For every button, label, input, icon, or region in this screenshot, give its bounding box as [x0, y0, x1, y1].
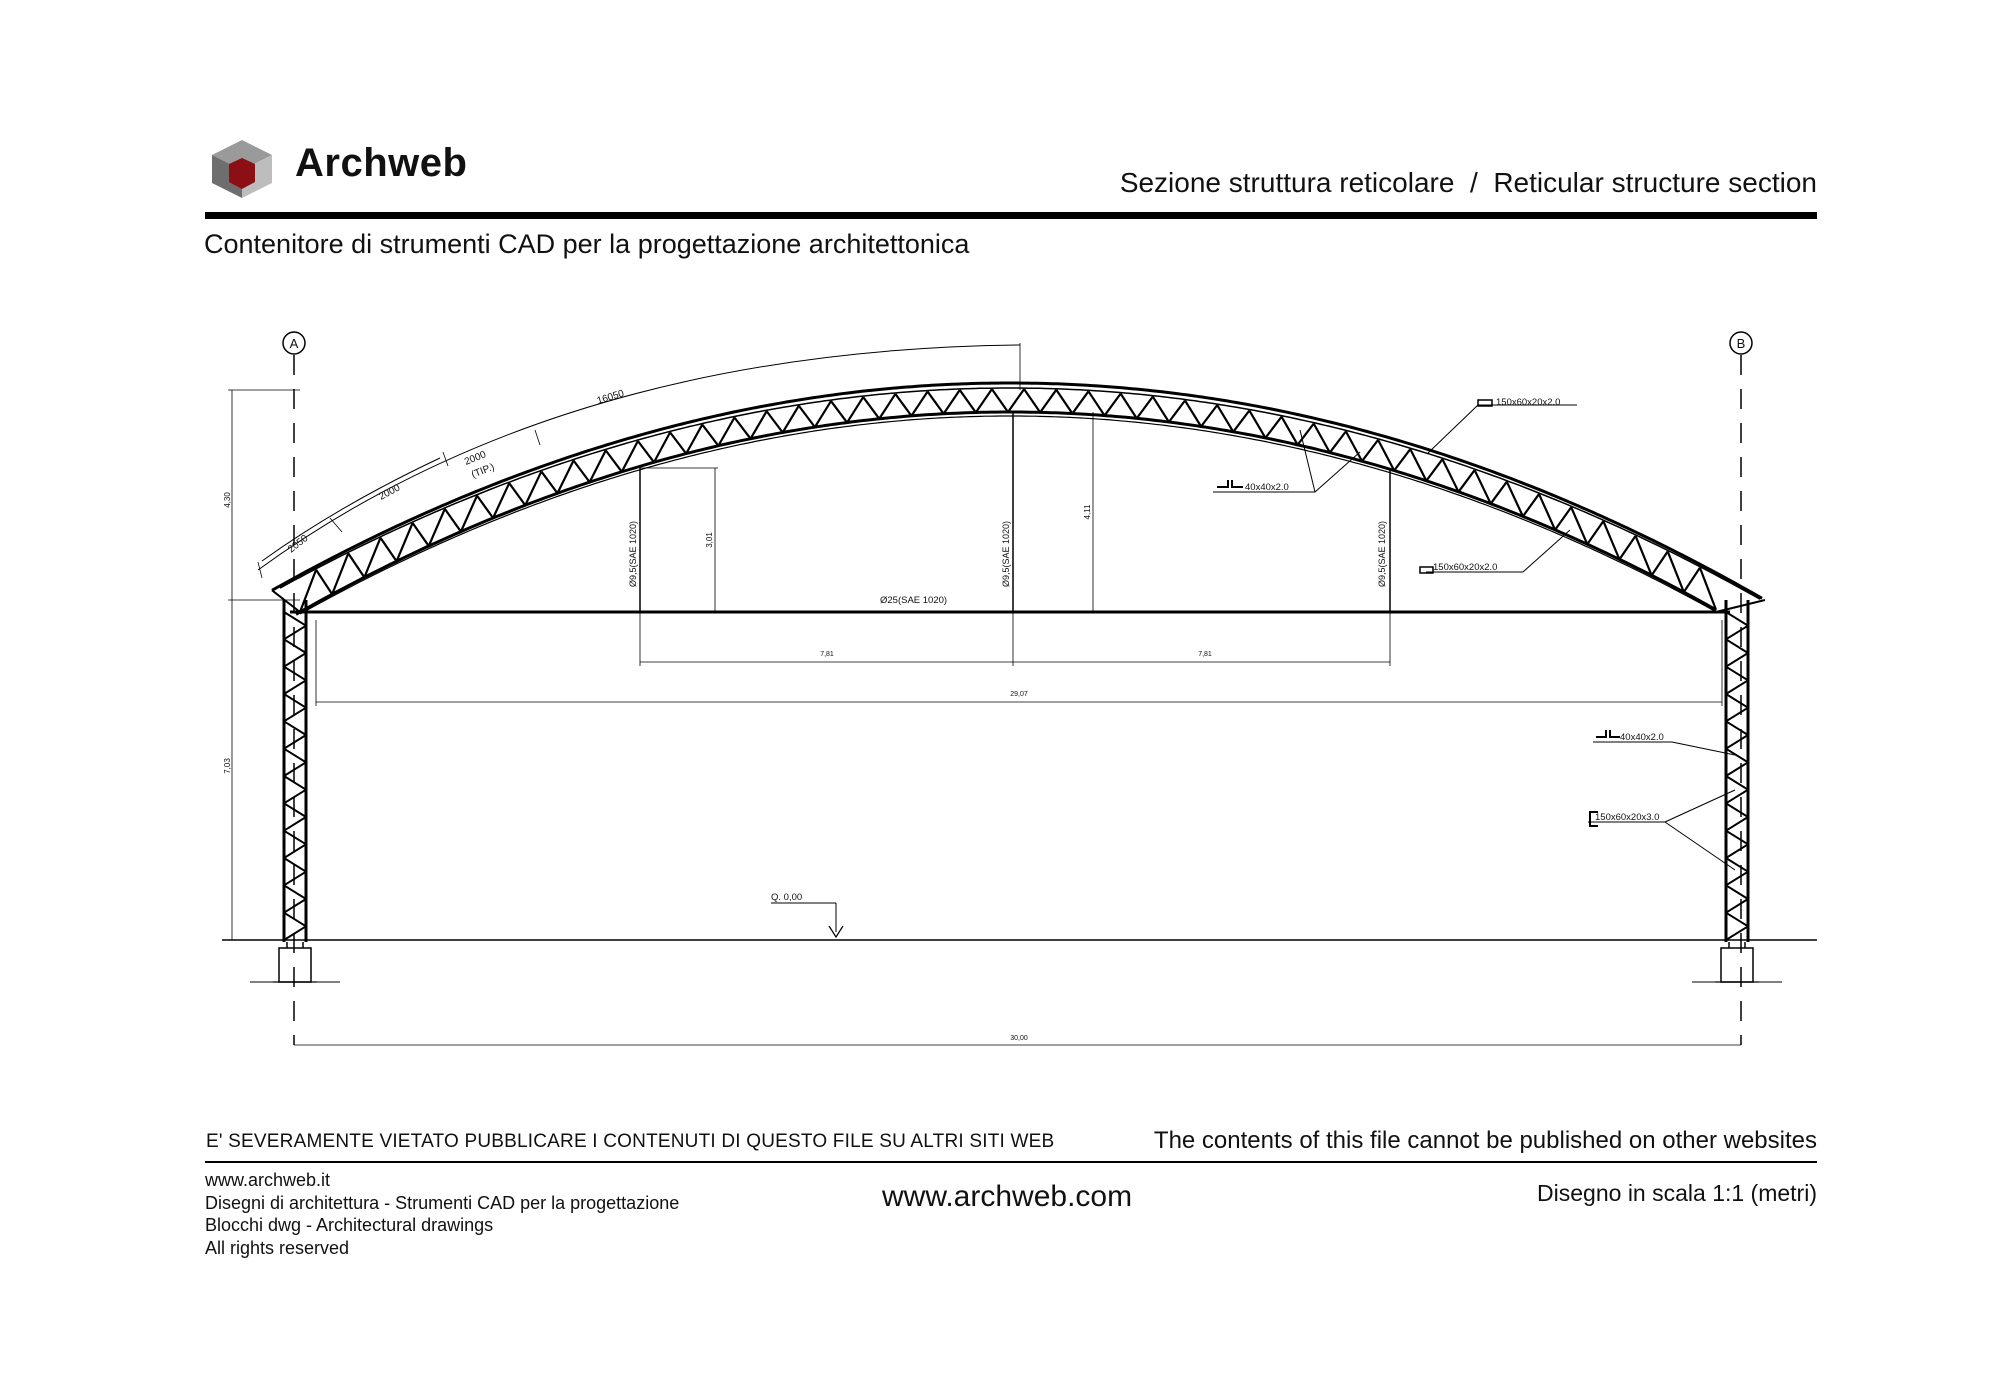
leader-top-chord — [1428, 405, 1478, 453]
arch-web-diagonal — [380, 538, 396, 562]
arch-web-diagonal — [702, 425, 718, 446]
profile-column-label: 150x60x20x3.0 — [1595, 812, 1660, 823]
column-left-diagonal — [284, 913, 306, 927]
arch-web-diagonal — [1169, 400, 1185, 422]
arch-web-diagonal — [1426, 459, 1442, 481]
column-right-diagonal — [1726, 872, 1748, 886]
column-right-diagonal — [1726, 844, 1748, 858]
column-left-diagonal — [284, 639, 306, 653]
column-right-diagonal — [1726, 858, 1748, 872]
column-left-diagonal — [284, 762, 306, 776]
arch-web-diagonal — [847, 397, 863, 422]
hanger-height-label: 3,01 — [705, 532, 714, 548]
rise-height-label: 4,30 — [223, 492, 232, 508]
leader-angle-arch — [1300, 430, 1315, 492]
column-right-diagonal — [1726, 831, 1748, 845]
arch-web-diagonal — [1555, 507, 1571, 530]
credits-line-2: Disegni di architettura - Strumenti CAD per la progettazione — [205, 1192, 680, 1213]
footer-divider — [205, 1161, 1817, 1163]
seg-tick — [535, 430, 540, 445]
arch-web-diagonal — [1362, 440, 1378, 461]
column-left-diagonal — [284, 926, 306, 940]
arch-web-diagonal — [1233, 411, 1249, 432]
tie-rod-label: Ø25(SAE 1020) — [880, 595, 948, 606]
arch-web-diagonal — [1088, 391, 1104, 415]
arch-web-diagonal — [477, 496, 493, 518]
footing-right — [1721, 948, 1753, 982]
arch-web-diagonal — [1330, 431, 1346, 452]
column-left-diagonal — [284, 872, 306, 886]
column-right-diagonal — [1726, 817, 1748, 831]
center-height-label: 4,11 — [1083, 504, 1092, 520]
column-right-diagonal — [1726, 721, 1748, 735]
profile-angle-column-label: 40x40x2.0 — [1620, 732, 1664, 743]
arch-web-diagonal — [413, 523, 429, 546]
column-left-diagonal — [284, 680, 306, 694]
arch-web-diagonal — [895, 394, 911, 416]
arch-web-diagonal — [1265, 417, 1281, 438]
column-left-diagonal — [284, 612, 306, 626]
column-right-diagonal — [1726, 694, 1748, 708]
column-left-diagonal — [284, 694, 306, 708]
arch-web-diagonal — [1217, 405, 1233, 432]
credits-line-3: Blocchi dwg - Architectural drawings — [205, 1215, 494, 1235]
column-left-diagonal — [284, 776, 306, 790]
scale-note: Disegno in scala 1:1 (metri) — [1537, 1180, 1817, 1206]
column-right-diagonal — [1726, 735, 1748, 749]
arch-web-diagonal — [1523, 494, 1539, 516]
arch-web-diagonal — [445, 509, 461, 532]
column-right-diagonal — [1726, 612, 1748, 626]
arch-web-diagonal — [944, 390, 960, 414]
arch-web-diagonal — [509, 483, 525, 505]
arch-web-diagonal — [992, 389, 1008, 412]
hanger-left-label: Ø9,5(SAE 1020) — [628, 520, 638, 588]
arc-length-label: 16050 — [595, 388, 626, 407]
arch-web-diagonal — [960, 390, 976, 413]
column-left-diagonal — [284, 721, 306, 735]
column-left-diagonal — [284, 790, 306, 804]
profile-bottom-chord-label: 150x60x20x2.0 — [1433, 562, 1498, 573]
arch-web-diagonal — [1587, 521, 1603, 544]
arch-web-diagonal — [831, 401, 847, 423]
column-left-diagonal — [284, 817, 306, 831]
column-left-diagonal — [284, 885, 306, 899]
arch-web-diagonal — [574, 461, 590, 483]
column-right-diagonal — [1726, 913, 1748, 927]
column-left-diagonal — [284, 735, 306, 749]
arch-web-diagonal — [815, 401, 831, 427]
subtitle: Contenitore di strumenti CAD per la progettazione architettonica — [204, 229, 970, 259]
arch-web-diagonal — [1105, 394, 1121, 416]
column-right-diagonal — [1726, 626, 1748, 640]
segment-3-note: (TIP.) — [470, 461, 497, 481]
column-right-diagonal — [1726, 899, 1748, 913]
column-right-diagonal — [1726, 667, 1748, 681]
column-left-diagonal — [284, 899, 306, 913]
arch-web-diagonal — [1491, 482, 1507, 504]
arch-web-diagonal — [1652, 551, 1668, 575]
profile-top-chord-label: 150x60x20x2.0 — [1496, 397, 1561, 408]
arch-web-diagonal — [1056, 390, 1072, 414]
column-left-diagonal — [284, 749, 306, 763]
drawing-title: Sezione struttura reticolare / Reticular structure section — [1119, 167, 1817, 198]
column-right-diagonal — [1726, 790, 1748, 804]
arch-web-diagonal — [541, 471, 557, 493]
segment-1-label: 2050 — [286, 532, 311, 556]
arch-web-diagonal — [863, 397, 879, 419]
column-right-diagonal — [1726, 708, 1748, 722]
column-left-diagonal — [284, 667, 306, 681]
arch-web-diagonal — [606, 450, 622, 471]
eave-left — [272, 590, 300, 612]
column-left-diagonal — [284, 653, 306, 667]
arch-web-diagonal — [670, 432, 686, 453]
column-height-label: 7,03 — [223, 758, 232, 774]
column-left-diagonal — [284, 708, 306, 722]
arch-web-diagonal — [1619, 536, 1635, 559]
credits-line-4: All rights reserved — [205, 1237, 350, 1258]
column-right-diagonal — [1726, 680, 1748, 694]
leader-bottom-chord — [1523, 530, 1570, 572]
column-right-diagonal — [1726, 653, 1748, 667]
hanger-right-label: Ø9,5(SAE 1020) — [1377, 520, 1387, 588]
column-right-diagonal — [1726, 776, 1748, 790]
total-span-label: 30,00 — [1010, 1035, 1028, 1042]
footer-credits — [205, 1169, 679, 1259]
arch-web-diagonal — [1024, 389, 1040, 412]
axis-b-label: B — [1736, 336, 1746, 351]
seg-tick — [330, 518, 342, 532]
warning-english: The contents of this file cannot be published on other websites — [1153, 1127, 1817, 1154]
arch-web-diagonal — [1121, 394, 1137, 419]
arch-web-diagonal — [911, 392, 927, 416]
segment-2-label: 2000 — [377, 482, 403, 503]
column-left-diagonal — [284, 831, 306, 845]
arch-web-diagonal — [1185, 400, 1201, 426]
column-right-diagonal — [1726, 639, 1748, 653]
span-half-left-label: 7,81 — [820, 651, 834, 658]
arch-web-diagonal — [928, 392, 944, 414]
footing-left — [279, 948, 311, 982]
column-right-diagonal — [1726, 762, 1748, 776]
arch-web-diagonal — [1684, 568, 1700, 592]
warning-italian: E' SEVERAMENTE VIETATO PUBBLICARE I CONTENUTI DI QUESTO FILE SU ALTRI SITI WEB — [206, 1131, 1055, 1152]
arch-web-diagonal — [783, 406, 799, 433]
arch-web-diagonal — [879, 394, 895, 419]
arch-web-diagonal — [348, 553, 364, 577]
arch-web-diagonal — [1201, 405, 1217, 426]
column-right-diagonal — [1726, 749, 1748, 763]
arch-web-diagonal — [767, 411, 783, 432]
inner-span-label: 29,07 — [1010, 691, 1028, 698]
arch-web-diagonal — [976, 389, 992, 412]
arch-web-diagonal — [316, 570, 332, 595]
arch-web-diagonal — [1298, 424, 1314, 445]
arch-web-diagonal — [1040, 390, 1056, 413]
angle-profile-icon — [1217, 480, 1243, 487]
span-half-right-label: 7,81 — [1198, 651, 1212, 658]
arch-web-diagonal — [1008, 389, 1024, 412]
site-com-link[interactable]: www.archweb.com — [882, 1180, 1133, 1213]
brand-name: Archweb — [295, 141, 468, 185]
site-it-link[interactable]: www.archweb.it — [205, 1170, 331, 1190]
column-left-diagonal — [284, 858, 306, 872]
column-left-diagonal — [284, 803, 306, 817]
profile-angle-arch-label: 40x40x2.0 — [1245, 482, 1289, 493]
arch-web-diagonal — [734, 418, 750, 439]
column-right-diagonal — [1726, 803, 1748, 817]
arch-web-diagonal — [1072, 391, 1088, 413]
column-right-diagonal — [1726, 885, 1748, 899]
arch-web-diagonal — [638, 441, 654, 462]
arch-top-chord — [272, 383, 1762, 598]
angle-profile-icon — [1596, 730, 1620, 737]
column-right-diagonal — [1726, 926, 1748, 940]
segment-3-label: 2000 — [463, 449, 488, 468]
arch-web-diagonal — [1153, 397, 1169, 422]
hanger-center-label: Ø9,5(SAE 1020) — [1001, 520, 1011, 588]
column-left-diagonal — [284, 844, 306, 858]
arch-web-diagonal — [1394, 449, 1410, 470]
arch-web-diagonal — [799, 406, 815, 427]
seg-tick — [443, 452, 448, 466]
arch-web-diagonal — [1137, 397, 1153, 419]
level-mark-label: Q. 0,00 — [771, 892, 803, 903]
column-left-diagonal — [284, 626, 306, 640]
axis-a-label: A — [289, 336, 299, 351]
arch-web-diagonal — [1459, 470, 1475, 492]
